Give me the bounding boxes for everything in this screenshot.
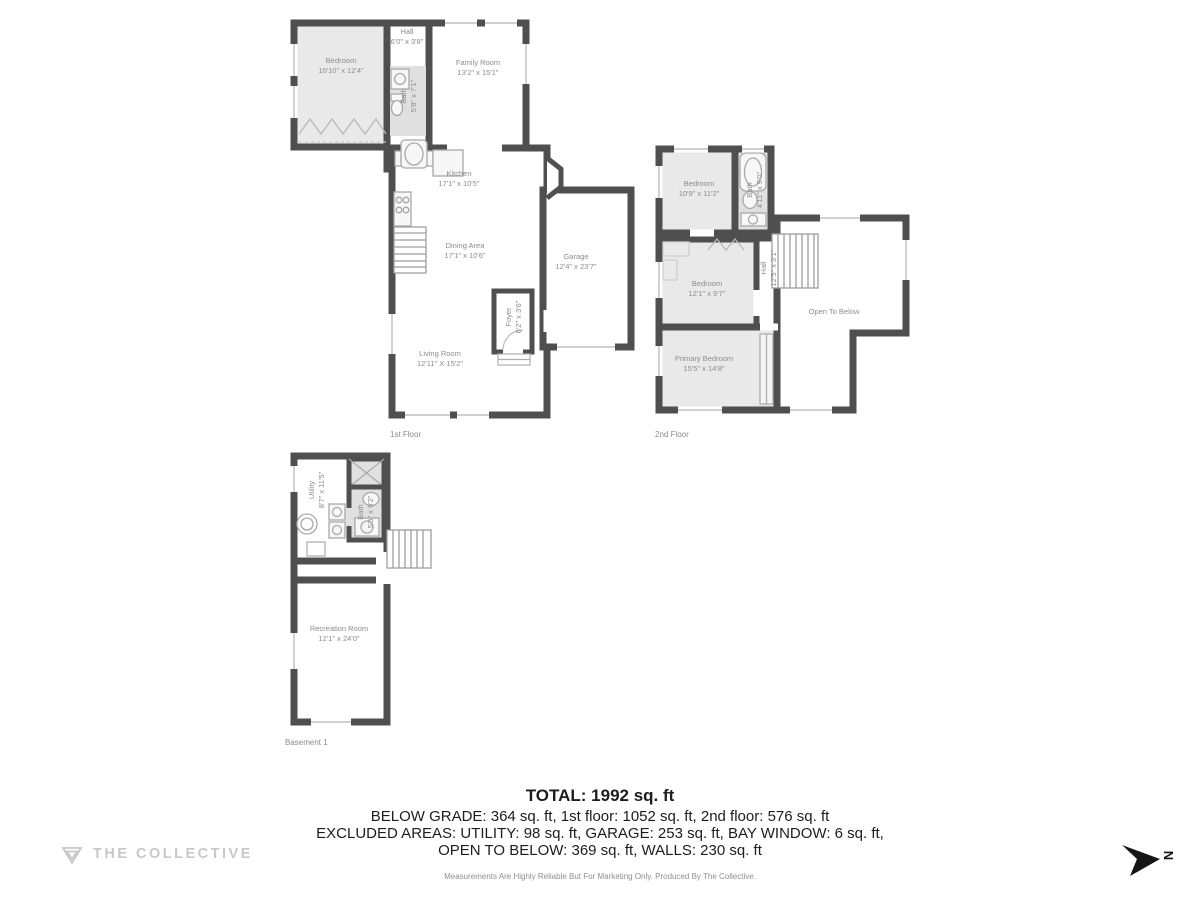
room-label-foyer: Foyer 6'2" x 3'6" bbox=[503, 300, 523, 334]
bedroom-room bbox=[294, 23, 390, 147]
room-label-bath-2: Bath 4'11" x 9'0" bbox=[744, 171, 764, 209]
second-floor-label: 2nd Floor bbox=[655, 430, 689, 439]
north-arrow-icon bbox=[1118, 842, 1162, 880]
bath-door-opening bbox=[346, 508, 353, 526]
room-label-bedroom-top: Bedroom 10'9" x 11'2" bbox=[678, 178, 720, 198]
closet-icon bbox=[760, 334, 773, 404]
excluded-areas-text: EXCLUDED AREAS: UTILITY: 98 sq. ft, GARAGE: 253 sq. ft, BAY WINDOW: 6 sq. ft, bbox=[316, 825, 884, 842]
total-area-text: TOTAL: 1992 sq. ft bbox=[525, 786, 675, 805]
logo-text: THE COLLECTIVE bbox=[93, 846, 253, 862]
stairs-icon bbox=[394, 227, 426, 273]
room-label-kitchen: Kitchen 17'1" x 10'5" bbox=[438, 168, 480, 188]
disclaimer-text: Measurements Are Highly Reliable But For Marketing Only. Produced By The Collective. bbox=[444, 872, 756, 881]
room-label-dining-area: Dining Area 17'1" x 10'6" bbox=[444, 240, 486, 260]
brand-logo bbox=[60, 842, 253, 866]
grade-areas-text: BELOW GRADE: 364 sq. ft, 1st floor: 1052 sq. ft, 2nd floor: 576 sq. ft bbox=[370, 808, 830, 825]
room-label-hall: Hall 6'0" x 3'8" bbox=[390, 26, 424, 46]
shower-icon bbox=[349, 459, 384, 487]
room-label-open-to-below: Open To Below bbox=[808, 306, 860, 316]
left-connector-wall bbox=[291, 556, 298, 584]
recreation-room bbox=[294, 580, 387, 722]
family-room bbox=[429, 23, 526, 148]
north-label: N bbox=[1161, 850, 1177, 861]
room-label-hall-2: Hall 12'5" x 3'1" bbox=[758, 249, 778, 287]
room-label-primary-bedroom: Primary Bedroom 15'5" x 14'8" bbox=[674, 353, 734, 373]
room-label-family-room: Family Room 13'2" x 15'1" bbox=[455, 57, 501, 77]
first-floor-label: 1st Floor bbox=[390, 430, 422, 439]
excluded-areas-text-2: OPEN TO BELOW: 369 sq. ft, WALLS: 230 sq. ft bbox=[438, 842, 762, 859]
logo-icon bbox=[60, 842, 84, 866]
room-label-bedroom-mid: Bedroom 12'1" x 9'7" bbox=[688, 278, 726, 298]
area-summary bbox=[0, 786, 1200, 881]
room-label-recreation-room: Recreation Room 12'1" x 24'0" bbox=[309, 623, 369, 643]
basement-label: Basement 1 bbox=[285, 738, 328, 747]
room-label-bath-basement: Bath 5'5" x 9'2" bbox=[355, 495, 375, 529]
room-label-bath: Bath 5'8" x 7'1" bbox=[398, 79, 418, 113]
room-label-garage: Garage 12'4" x 23'7" bbox=[555, 251, 597, 271]
north-arrow bbox=[1118, 842, 1182, 886]
stairs-icon bbox=[387, 530, 431, 568]
room-label-bedroom: Bedroom 10'10" x 12'4" bbox=[318, 55, 364, 75]
room-label-utility: Utility 8'7" x 11'5" bbox=[306, 471, 326, 509]
room-label-living-room: Living Room 12'11" X 15'2" bbox=[417, 348, 463, 368]
